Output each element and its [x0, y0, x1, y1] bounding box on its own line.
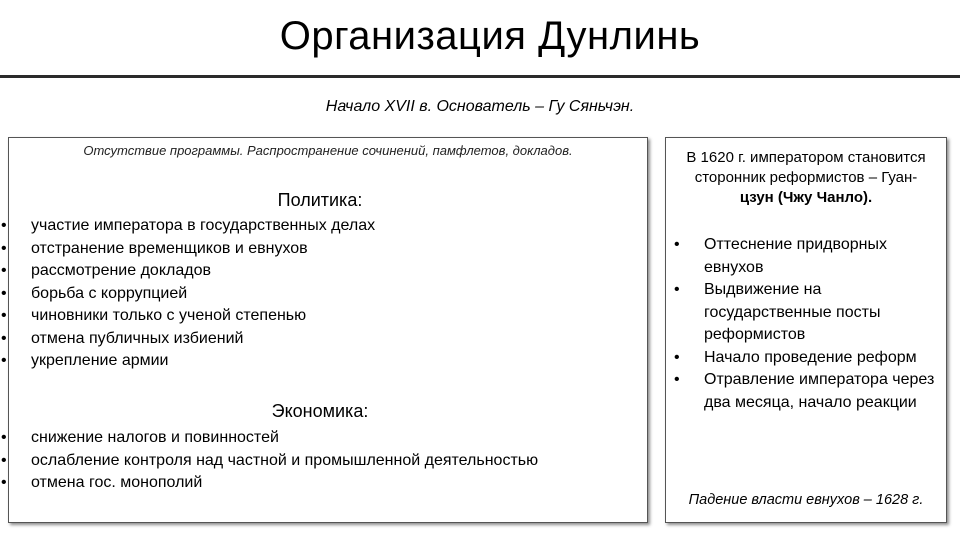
list-item: • отмена публичных избиений [1, 328, 375, 351]
program-box [8, 137, 648, 523]
list-item: • чиновники только с ученой степенью [1, 305, 375, 328]
events-box [665, 137, 947, 523]
list-item: • Начало проведение реформ [674, 347, 944, 370]
program-note: Отсутствие программы. Распространение сочинений, памфлетов, докладов. [83, 143, 573, 158]
list-item: • участие императора в государственных делах [1, 215, 375, 238]
events-list [674, 234, 944, 414]
list-item: • Выдвижение на государственные посты реформистов [674, 279, 944, 347]
list-item: • борьба с коррупцией [1, 283, 375, 306]
events-heading-line: В 1620 г. императором становится [686, 149, 926, 166]
events-heading [666, 148, 946, 208]
policy-list [1, 215, 375, 373]
slide-title: Организация Дунлинь [279, 14, 701, 58]
list-item: • отстранение временщиков и евнухов [1, 238, 375, 261]
events-heading-line: цзун (Чжу Чанло). [739, 189, 873, 206]
policy-heading: Политика: [277, 190, 363, 210]
list-item: • Оттеснение придворных евнухов [674, 234, 944, 279]
economy-heading: Экономика: [271, 401, 369, 421]
list-item: • рассмотрение докладов [1, 260, 375, 283]
list-item: • укрепление армии [1, 350, 375, 373]
list-item: • ослабление контроля над частной и промышленной деятельностью [1, 450, 538, 473]
events-heading-line: сторонник реформистов – Гуан- [694, 169, 918, 186]
economy-list [1, 427, 538, 495]
list-item: • Отравление императора через два месяца, начало реакции [674, 369, 944, 414]
title-divider [0, 75, 960, 78]
list-item: • снижение налогов и повинностей [1, 427, 538, 450]
subtitle: Начало XVII в. Основатель – Гу Сяньчэн. [325, 98, 635, 115]
events-footer: Падение власти евнухов – 1628 г. [688, 492, 924, 508]
list-item: • отмена гос. монополий [1, 472, 538, 495]
